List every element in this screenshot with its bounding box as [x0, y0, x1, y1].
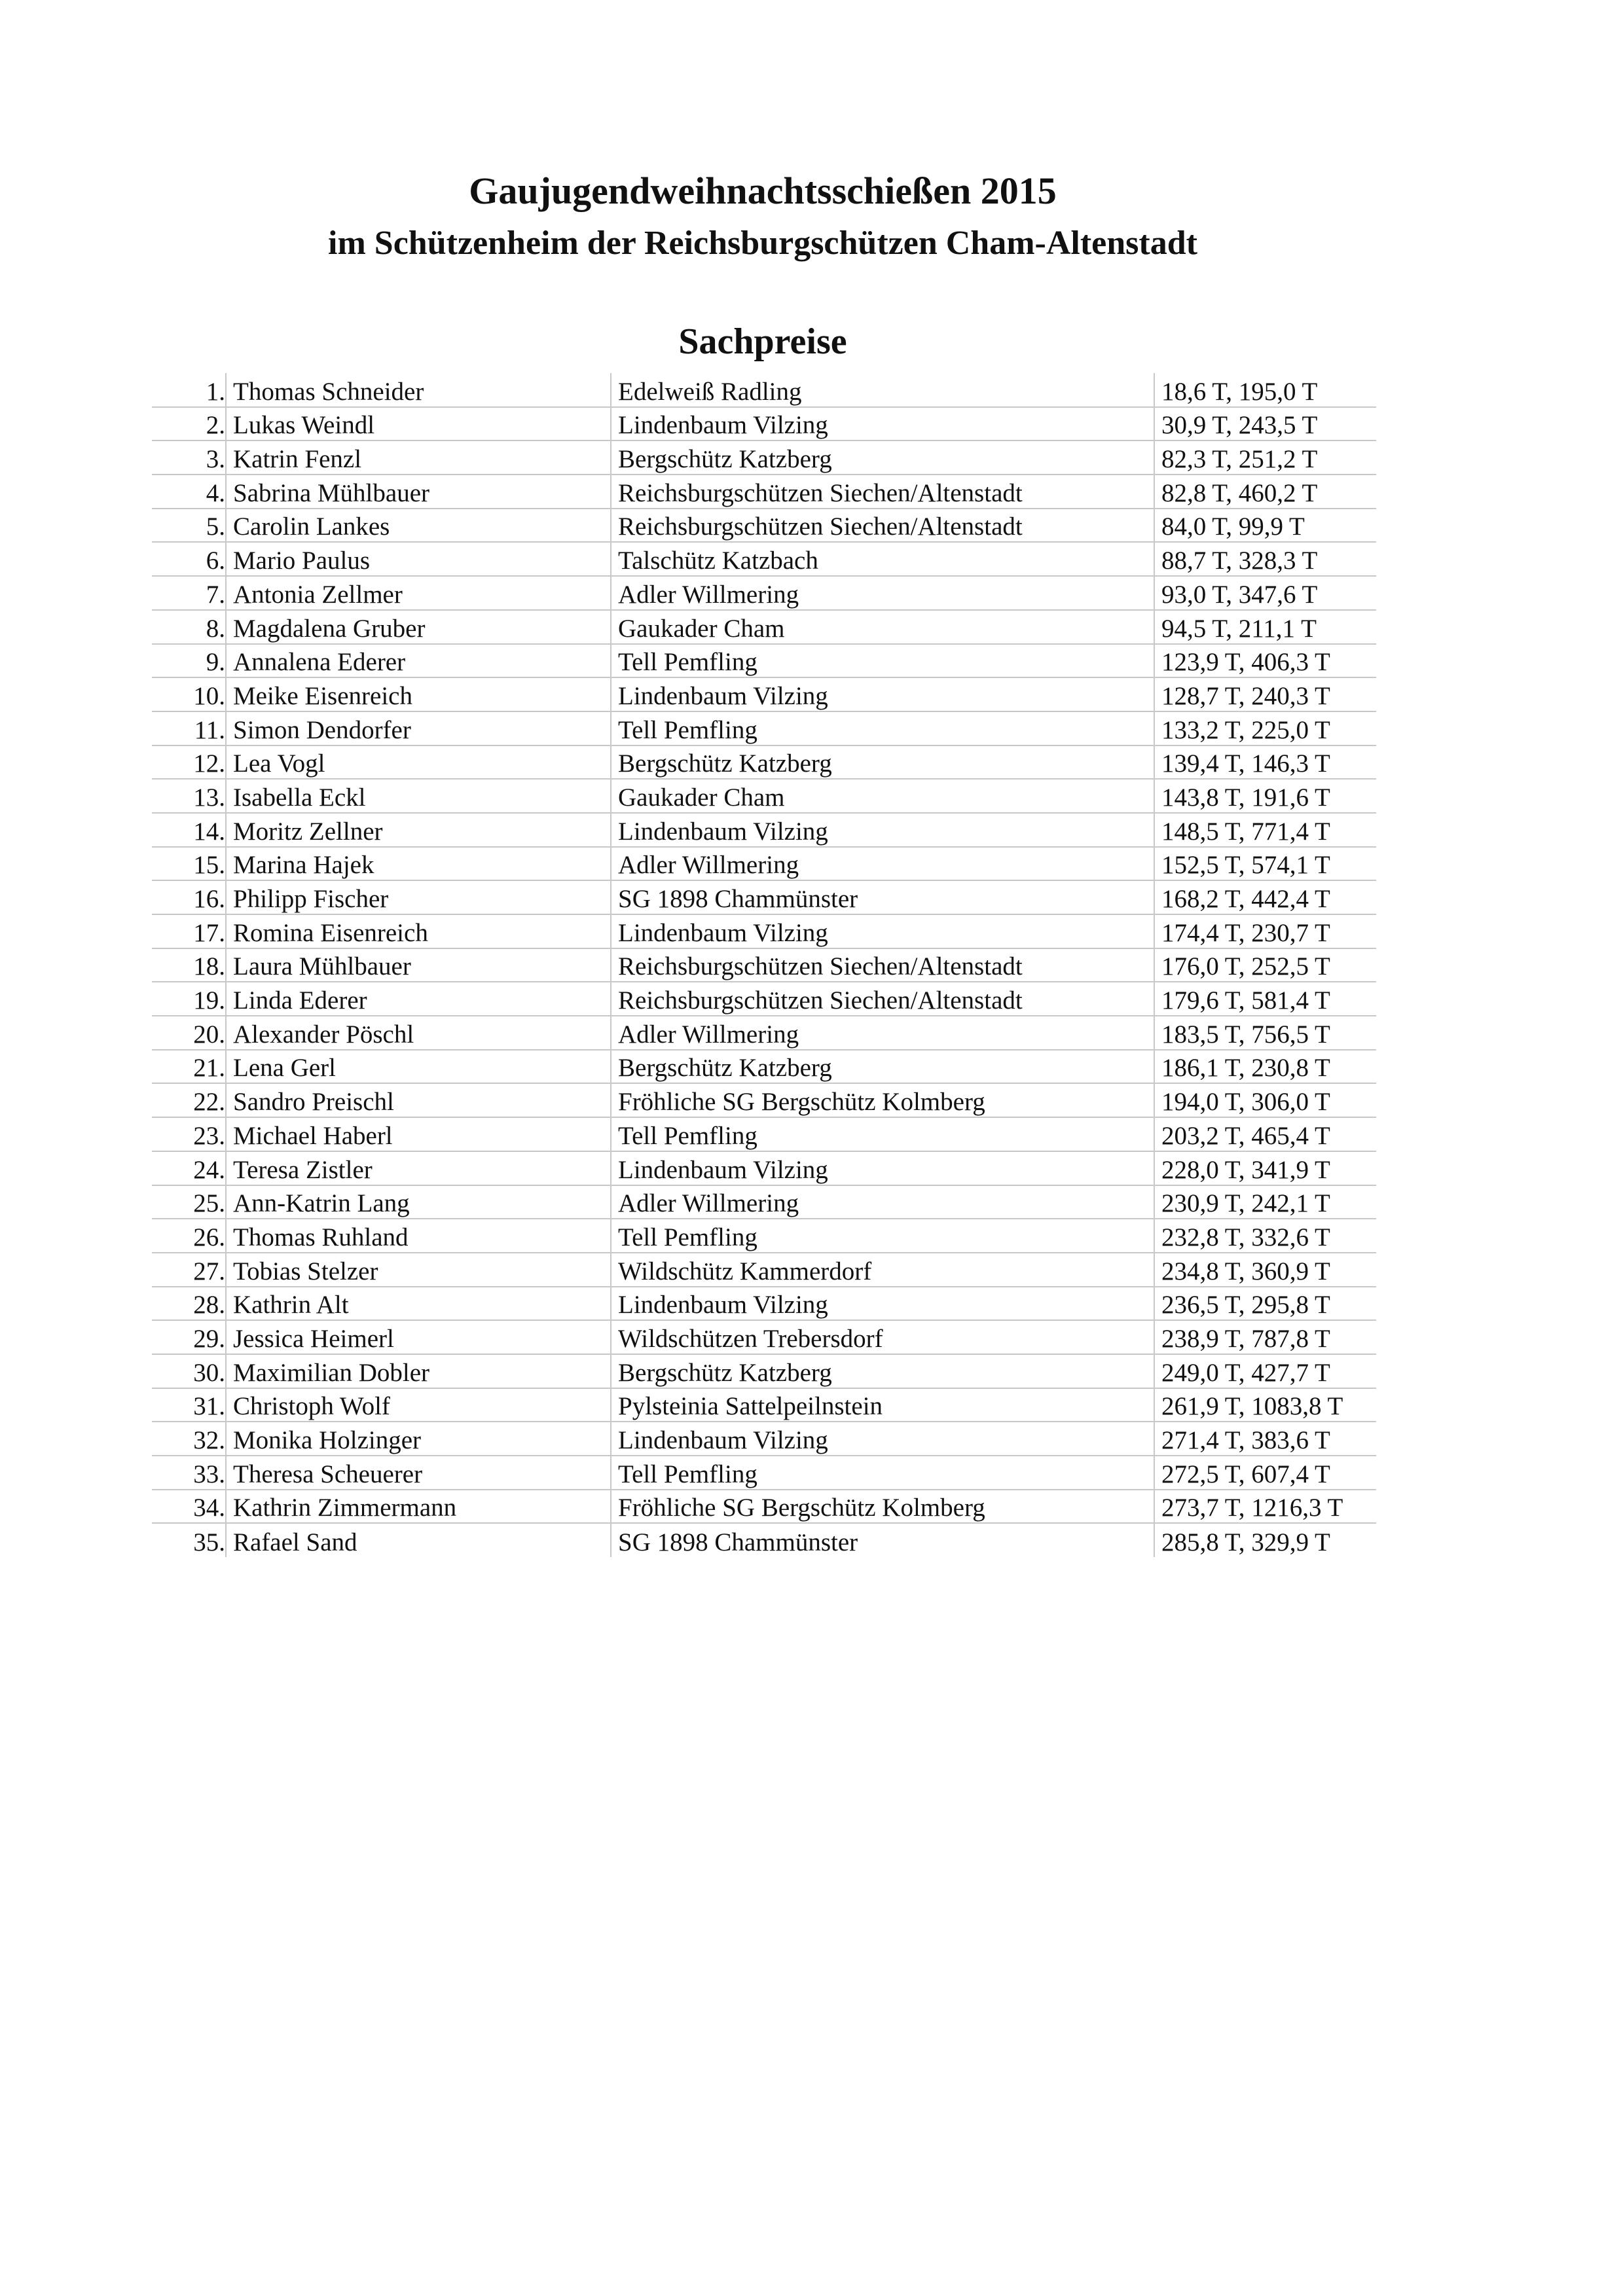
results-body [152, 373, 1376, 1557]
score-cell: 179,6 T, 581,4 T [1154, 982, 1376, 1016]
rank-cell: 3. [152, 440, 226, 475]
score-cell: 88,7 T, 328,3 T [1154, 542, 1376, 576]
score-cell: 236,5 T, 295,8 T [1154, 1287, 1376, 1321]
score-cell: 230,9 T, 242,1 T [1154, 1185, 1376, 1219]
shooter-name-cell: Monika Holzinger [226, 1422, 611, 1456]
shooter-name-cell: Moritz Zellner [226, 813, 611, 847]
shooter-name-cell: Magdalena Gruber [226, 610, 611, 644]
shooter-name-cell: Marina Hajek [226, 847, 611, 881]
table-row [152, 677, 1376, 711]
shooter-name-cell: Rafael Sand [226, 1523, 611, 1557]
table-row [152, 1490, 1376, 1524]
table-row [152, 880, 1376, 914]
club-cell: Lindenbaum Vilzing [611, 1287, 1154, 1321]
rank-cell: 10. [152, 677, 226, 711]
rank-cell: 1. [152, 373, 226, 407]
score-cell: 168,2 T, 442,4 T [1154, 880, 1376, 914]
rank-cell: 32. [152, 1422, 226, 1456]
club-cell: Adler Willmering [611, 1185, 1154, 1219]
rank-cell: 25. [152, 1185, 226, 1219]
rank-cell: 11. [152, 711, 226, 745]
score-cell: 176,0 T, 252,5 T [1154, 948, 1376, 982]
rank-cell: 24. [152, 1151, 226, 1185]
club-cell: Pylsteinia Sattelpeilnstein [611, 1388, 1154, 1422]
rank-cell: 17. [152, 914, 226, 948]
rank-cell: 34. [152, 1490, 226, 1524]
results-table [152, 373, 1376, 1557]
table-row [152, 1287, 1376, 1321]
rank-cell: 19. [152, 982, 226, 1016]
club-cell: Bergschütz Katzberg [611, 1354, 1154, 1388]
shooter-name-cell: Alexander Pöschl [226, 1016, 611, 1050]
shooter-name-cell: Laura Mühlbauer [226, 948, 611, 982]
rank-cell: 6. [152, 542, 226, 576]
shooter-name-cell: Christoph Wolf [226, 1388, 611, 1422]
shooter-name-cell: Katrin Fenzl [226, 440, 611, 475]
table-row [152, 745, 1376, 780]
rank-cell: 8. [152, 610, 226, 644]
rank-cell: 15. [152, 847, 226, 881]
score-cell: 93,0 T, 347,6 T [1154, 576, 1376, 610]
rank-cell: 12. [152, 745, 226, 780]
rank-cell: 21. [152, 1050, 226, 1084]
club-cell: Wildschützen Trebersdorf [611, 1320, 1154, 1354]
shooter-name-cell: Mario Paulus [226, 542, 611, 576]
score-cell: 232,8 T, 332,6 T [1154, 1219, 1376, 1253]
shooter-name-cell: Romina Eisenreich [226, 914, 611, 948]
shooter-name-cell: Thomas Ruhland [226, 1219, 611, 1253]
club-cell: Fröhliche SG Bergschütz Kolmberg [611, 1490, 1154, 1524]
rank-cell: 29. [152, 1320, 226, 1354]
shooter-name-cell: Annalena Ederer [226, 644, 611, 678]
rank-cell: 5. [152, 509, 226, 543]
document-subtitle: im Schützenheim der Reichsburgschützen Cham-Altenstadt [328, 224, 1197, 262]
score-cell: 249,0 T, 427,7 T [1154, 1354, 1376, 1388]
club-cell: SG 1898 Chammünster [611, 880, 1154, 914]
club-cell: Lindenbaum Vilzing [611, 1151, 1154, 1185]
club-cell: Tell Pemfling [611, 711, 1154, 745]
shooter-name-cell: Ann-Katrin Lang [226, 1185, 611, 1219]
document-title: Gaujugendweihnachtsschießen 2015 [469, 170, 1057, 212]
table-row [152, 373, 1376, 407]
club-cell: Bergschütz Katzberg [611, 745, 1154, 780]
score-cell: 234,8 T, 360,9 T [1154, 1253, 1376, 1287]
table-row [152, 610, 1376, 644]
club-cell: Tell Pemfling [611, 1456, 1154, 1490]
score-cell: 143,8 T, 191,6 T [1154, 779, 1376, 813]
rank-cell: 27. [152, 1253, 226, 1287]
score-cell: 18,6 T, 195,0 T [1154, 373, 1376, 407]
score-cell: 273,7 T, 1216,3 T [1154, 1490, 1376, 1524]
shooter-name-cell: Michael Haberl [226, 1117, 611, 1151]
score-cell: 228,0 T, 341,9 T [1154, 1151, 1376, 1185]
table-row [152, 542, 1376, 576]
rank-cell: 13. [152, 779, 226, 813]
shooter-name-cell: Lena Gerl [226, 1050, 611, 1084]
table-row [152, 407, 1376, 441]
score-cell: 84,0 T, 99,9 T [1154, 509, 1376, 543]
rank-cell: 35. [152, 1523, 226, 1557]
table-row [152, 1422, 1376, 1456]
rank-cell: 4. [152, 475, 226, 509]
shooter-name-cell: Antonia Zellmer [226, 576, 611, 610]
shooter-name-cell: Philipp Fischer [226, 880, 611, 914]
club-cell: Adler Willmering [611, 576, 1154, 610]
score-cell: 203,2 T, 465,4 T [1154, 1117, 1376, 1151]
score-cell: 174,4 T, 230,7 T [1154, 914, 1376, 948]
club-cell: Gaukader Cham [611, 779, 1154, 813]
club-cell: Edelweiß Radling [611, 373, 1154, 407]
table-row [152, 1117, 1376, 1151]
club-cell: Lindenbaum Vilzing [611, 914, 1154, 948]
rank-cell: 23. [152, 1117, 226, 1151]
shooter-name-cell: Kathrin Zimmermann [226, 1490, 611, 1524]
table-row [152, 1253, 1376, 1287]
rank-cell: 18. [152, 948, 226, 982]
table-row [152, 509, 1376, 543]
table-row [152, 576, 1376, 610]
table-row [152, 813, 1376, 847]
club-cell: Adler Willmering [611, 1016, 1154, 1050]
club-cell: Bergschütz Katzberg [611, 1050, 1154, 1084]
club-cell: Reichsburgschützen Siechen/Altenstadt [611, 982, 1154, 1016]
score-cell: 82,3 T, 251,2 T [1154, 440, 1376, 475]
score-cell: 123,9 T, 406,3 T [1154, 644, 1376, 678]
club-cell: Lindenbaum Vilzing [611, 1422, 1154, 1456]
table-row [152, 644, 1376, 678]
rank-cell: 14. [152, 813, 226, 847]
table-row [152, 1050, 1376, 1084]
table-row [152, 1219, 1376, 1253]
score-cell: 128,7 T, 240,3 T [1154, 677, 1376, 711]
table-row [152, 1456, 1376, 1490]
score-cell: 30,9 T, 243,5 T [1154, 407, 1376, 441]
rank-cell: 7. [152, 576, 226, 610]
section-heading: Sachpreise [678, 321, 847, 362]
table-row [152, 1151, 1376, 1185]
rank-cell: 30. [152, 1354, 226, 1388]
score-cell: 271,4 T, 383,6 T [1154, 1422, 1376, 1456]
rank-cell: 20. [152, 1016, 226, 1050]
table-row [152, 1320, 1376, 1354]
table-row [152, 711, 1376, 745]
rank-cell: 9. [152, 644, 226, 678]
table-row [152, 440, 1376, 475]
score-cell: 94,5 T, 211,1 T [1154, 610, 1376, 644]
shooter-name-cell: Sandro Preischl [226, 1083, 611, 1117]
score-cell: 186,1 T, 230,8 T [1154, 1050, 1376, 1084]
club-cell: Tell Pemfling [611, 644, 1154, 678]
score-cell: 285,8 T, 329,9 T [1161, 1528, 1330, 1557]
rank-cell: 22. [152, 1083, 226, 1117]
shooter-name-cell: Jessica Heimerl [226, 1320, 611, 1354]
club-cell: Talschütz Katzbach [611, 542, 1154, 576]
club-cell: Bergschütz Katzberg [611, 440, 1154, 475]
club-cell: Lindenbaum Vilzing [611, 813, 1154, 847]
club-cell: Lindenbaum Vilzing [611, 407, 1154, 441]
shooter-name-cell: Meike Eisenreich [226, 677, 611, 711]
club-cell: Gaukader Cham [611, 610, 1154, 644]
table-row [152, 1523, 1376, 1557]
club-cell: Wildschütz Kammerdorf [611, 1253, 1154, 1287]
table-row [152, 1185, 1376, 1219]
shooter-name-cell: Maximilian Dobler [226, 1354, 611, 1388]
club-cell: Adler Willmering [611, 847, 1154, 881]
table-row [152, 982, 1376, 1016]
score-cell: 194,0 T, 306,0 T [1154, 1083, 1376, 1117]
rank-cell: 16. [152, 880, 226, 914]
shooter-name-cell: Linda Ederer [226, 982, 611, 1016]
rank-cell: 2. [152, 407, 226, 441]
shooter-name-cell: Tobias Stelzer [226, 1253, 611, 1287]
club-cell: Fröhliche SG Bergschütz Kolmberg [611, 1083, 1154, 1117]
club-cell: Reichsburgschützen Siechen/Altenstadt [611, 948, 1154, 982]
table-row [152, 475, 1376, 509]
score-cell: 152,5 T, 574,1 T [1154, 847, 1376, 881]
score-cell: 261,9 T, 1083,8 T [1154, 1388, 1376, 1422]
score-cell: 272,5 T, 607,4 T [1154, 1456, 1376, 1490]
score-cell: 139,4 T, 146,3 T [1154, 745, 1376, 780]
rank-cell: 26. [152, 1219, 226, 1253]
score-cell: 183,5 T, 756,5 T [1154, 1016, 1376, 1050]
score-cell: 133,2 T, 225,0 T [1154, 711, 1376, 745]
club-cell: Reichsburgschützen Siechen/Altenstadt [611, 509, 1154, 543]
table-row [152, 1016, 1376, 1050]
club-cell: SG 1898 Chammünster [611, 1523, 1154, 1557]
shooter-name-cell: Isabella Eckl [226, 779, 611, 813]
shooter-name-cell: Lea Vogl [226, 745, 611, 780]
shooter-name-cell: Thomas Schneider [226, 373, 611, 407]
shooter-name-cell: Teresa Zistler [226, 1151, 611, 1185]
shooter-name-cell: Simon Dendorfer [226, 711, 611, 745]
rank-cell: 33. [152, 1456, 226, 1490]
club-cell: Lindenbaum Vilzing [611, 677, 1154, 711]
shooter-name-cell: Lukas Weindl [226, 407, 611, 441]
table-row [152, 847, 1376, 881]
rank-cell: 28. [152, 1287, 226, 1321]
club-cell: Reichsburgschützen Siechen/Altenstadt [611, 475, 1154, 509]
shooter-name-cell: Sabrina Mühlbauer [226, 475, 611, 509]
table-row [152, 948, 1376, 982]
table-row [152, 1083, 1376, 1117]
table-row [152, 914, 1376, 948]
club-cell: Tell Pemfling [611, 1117, 1154, 1151]
shooter-name-cell: Kathrin Alt [226, 1287, 611, 1321]
table-row [152, 1354, 1376, 1388]
table-row [152, 1388, 1376, 1422]
score-cell: 148,5 T, 771,4 T [1154, 813, 1376, 847]
rank-cell: 31. [152, 1388, 226, 1422]
shooter-name-cell: Carolin Lankes [226, 509, 611, 543]
score-cell: 82,8 T, 460,2 T [1154, 475, 1376, 509]
table-row [152, 779, 1376, 813]
shooter-name-cell: Theresa Scheuerer [226, 1456, 611, 1490]
club-cell: Tell Pemfling [611, 1219, 1154, 1253]
score-cell: 238,9 T, 787,8 T [1154, 1320, 1376, 1354]
